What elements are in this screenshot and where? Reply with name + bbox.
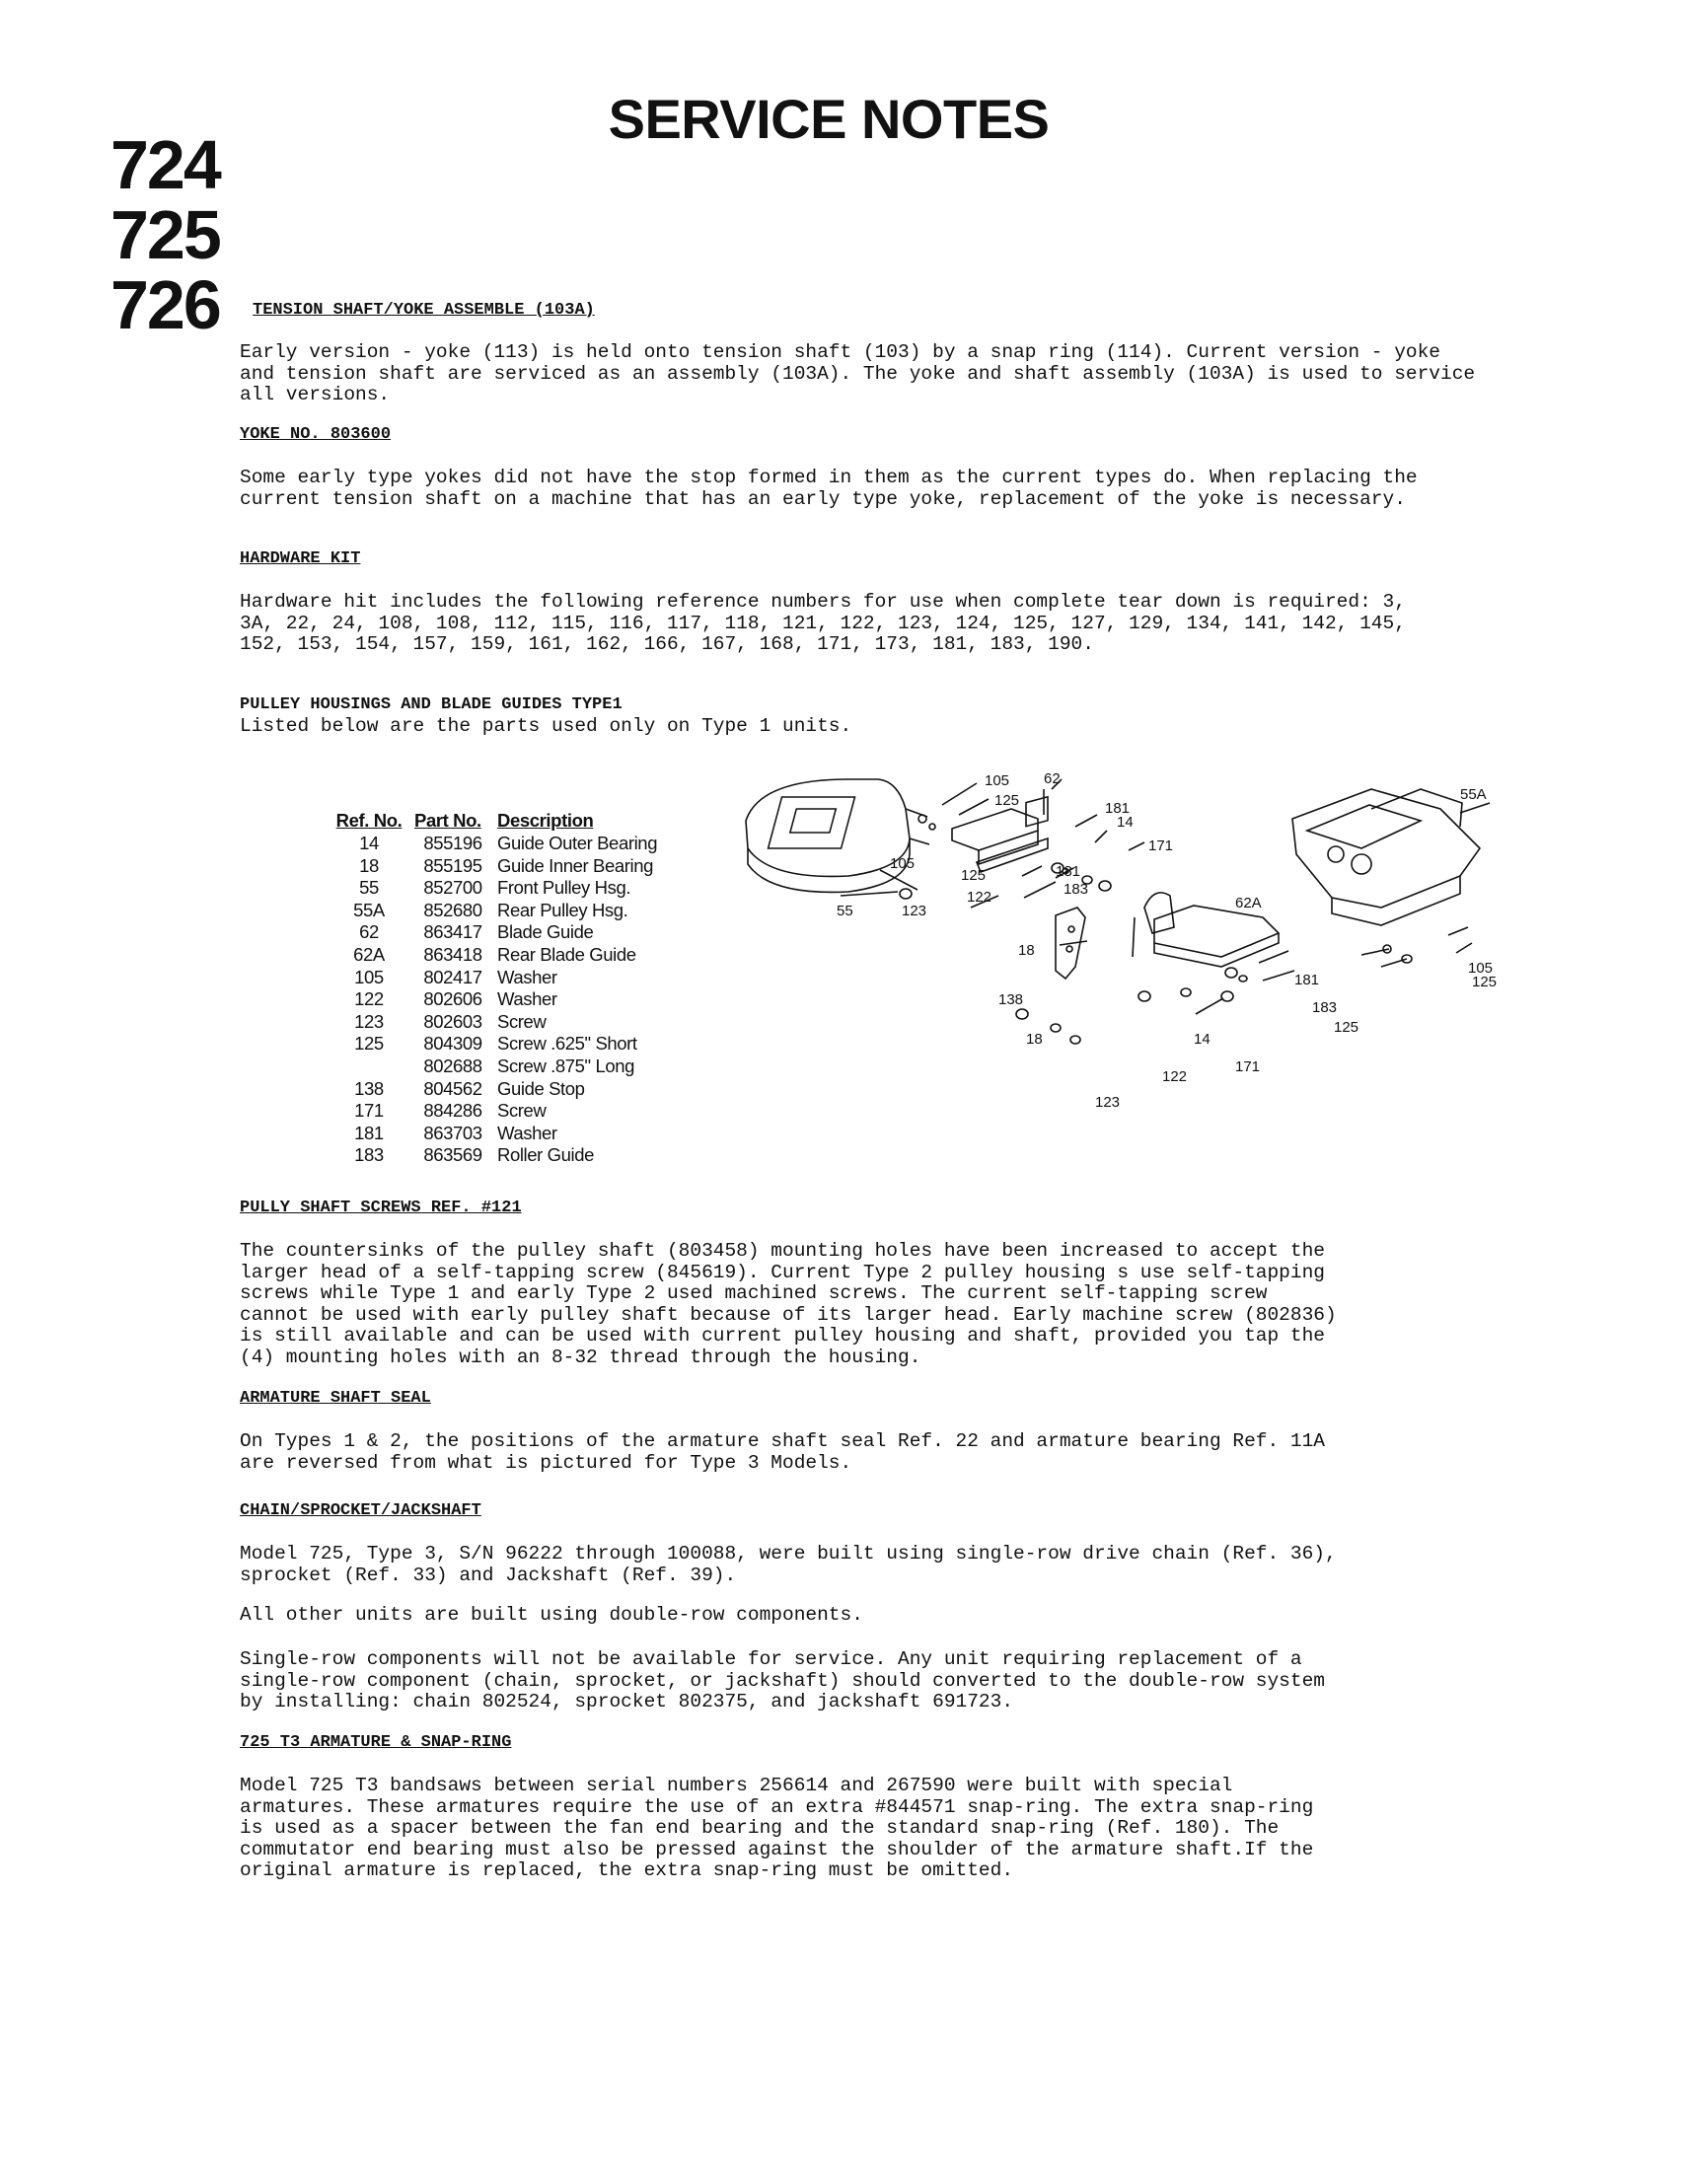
para-armature-seal: On Types 1 & 2, the positions of the armature shaft seal Ref. 22 and armature bearing Ref. 11A are reversed from what is pictured for Type 3 Models. — [240, 1430, 1325, 1474]
model-number-724: 724 — [110, 126, 220, 203]
table-row — [330, 944, 663, 967]
diagram-label: 181 — [1294, 972, 1320, 988]
desc-cell: Washer — [497, 966, 557, 987]
table-row — [330, 967, 663, 989]
diagram-label: 122 — [967, 889, 992, 906]
para-pulley-housings: Listed below are the parts used only on Type 1 units. — [240, 715, 852, 737]
model-number-726: 726 — [110, 266, 220, 343]
part-cell: 855196 — [423, 833, 482, 853]
parts-table — [330, 809, 663, 1167]
part-cell: 855195 — [423, 854, 482, 876]
diagram-label: 171 — [1235, 1058, 1261, 1075]
diagram-label: 105 — [1468, 960, 1494, 977]
diagram-label: 18 — [1018, 942, 1035, 959]
diagram-label: 105 — [985, 772, 1010, 789]
diagram-label: 125 — [1472, 974, 1498, 990]
diagram-label: 171 — [1148, 837, 1174, 854]
diagram-label: 14 — [1117, 814, 1134, 831]
ref-cell: 171 — [354, 1100, 384, 1122]
page-title: SERVICE NOTES — [608, 88, 1050, 150]
part-cell: 802606 — [423, 988, 482, 1010]
ref-cell: 14 — [359, 833, 379, 853]
ref-cell: 125 — [354, 1033, 384, 1055]
table-row — [330, 1033, 663, 1056]
desc-cell: Screw .625" Short — [497, 1033, 637, 1055]
heading-tension-shaft: TENSION SHAFT/YOKE ASSEMBLE (103A) — [253, 301, 595, 320]
desc-cell: Guide Stop — [497, 1077, 585, 1099]
table-row — [330, 1056, 663, 1078]
para-hardware-kit: Hardware hit includes the following reference numbers for use when complete tear down is required: 3, 3A, 22, 24, 108, 108, 112, 115, 116, 117, 118, 121, 122, 123, 124, 125, 127, 129, 134, 141, 142, 145, 152, 153, 154, 157, 159, 161, 162, 166, 167, 168, 171, 173, 181, 183, 190. — [240, 591, 1406, 655]
para-chain-2: All other units are built using double-row components. — [240, 1604, 863, 1626]
diagram-label: 125 — [994, 792, 1020, 809]
desc-cell: Roller Guide — [497, 1144, 595, 1166]
part-cell: 804562 — [423, 1077, 482, 1099]
table-row — [330, 855, 663, 878]
ref-cell: 123 — [354, 1010, 384, 1032]
heading-pully-shaft-screws: PULLY SHAFT SCREWS REF. #121 — [240, 1199, 522, 1217]
diagram-label: 62A — [1235, 895, 1262, 911]
ref-cell: 62A — [353, 943, 385, 965]
rear-pulley-housing-drawing — [1292, 789, 1480, 908]
part-cell: 802417 — [423, 966, 482, 987]
heading-yoke: YOKE NO. 803600 — [240, 425, 392, 444]
diagram-label: 55A — [1460, 786, 1487, 803]
part-cell: 802603 — [423, 1010, 482, 1032]
para-yoke: Some early type yokes did not have the stop formed in them as the current types do. When replacing the current tension shaft on a machine that has an early type yoke, replacement of the yoke is necessary. — [240, 467, 1418, 510]
table-row — [330, 1144, 663, 1167]
diagram-label: 125 — [1334, 1019, 1359, 1036]
exploded-parts-diagram — [730, 769, 1500, 1125]
desc-cell: Guide Inner Bearing — [497, 854, 653, 876]
para-chain-3: Single-row components will not be available for service. Any unit requiring replacement of a single-row component (chain, sprocket, or jackshaft) should converted to the double-row system by installing: chain 802524, sprocket 802375, and jackshaft 691723. — [240, 1648, 1325, 1712]
para-chain-1: Model 725, Type 3, S/N 96222 through 100088, were built using single-row drive chain (Ref. 36), sprocket (Ref. 33) and Jackshaft (Ref. 39). — [240, 1543, 1337, 1586]
table-row — [330, 877, 663, 900]
col-description: Description — [497, 810, 594, 831]
ref-cell — [330, 1056, 414, 1078]
part-cell: 884286 — [423, 1100, 482, 1122]
part-cell: 852700 — [423, 877, 482, 899]
ref-cell: 122 — [354, 988, 384, 1010]
part-cell: 863418 — [423, 943, 482, 965]
diagram-label: 14 — [1194, 1031, 1211, 1048]
desc-cell: Screw — [497, 1100, 547, 1122]
heading-snap-ring: 725 T3 ARMATURE & SNAP-RING — [240, 1733, 512, 1752]
diagram-label: 55 — [837, 903, 853, 919]
table-row — [330, 1100, 663, 1123]
desc-cell: Guide Outer Bearing — [497, 833, 658, 853]
diagram-label: 62 — [1044, 770, 1061, 787]
heading-chain-sprocket: CHAIN/SPROCKET/JACKSHAFT — [240, 1501, 481, 1520]
heading-armature-seal: ARMATURE SHAFT SEAL — [240, 1389, 431, 1408]
desc-cell: Washer — [497, 1122, 557, 1143]
diagram-label: 125 — [961, 867, 987, 884]
model-number-725: 725 — [110, 196, 220, 273]
ref-cell: 18 — [359, 854, 379, 876]
table-row — [330, 900, 663, 922]
diagram-label: 18 — [1026, 1031, 1043, 1048]
ref-cell: 62 — [359, 921, 379, 943]
desc-cell: Front Pulley Hsg. — [497, 877, 631, 899]
ref-cell: 55A — [353, 899, 385, 920]
diagram-label: 123 — [902, 903, 927, 919]
diagram-label: 138 — [998, 991, 1024, 1008]
desc-cell: Screw — [497, 1010, 547, 1032]
part-cell: 852680 — [423, 899, 482, 920]
diagram-label: 181 — [1056, 863, 1081, 880]
parts-table-header — [330, 809, 663, 833]
para-snap-ring: Model 725 T3 bandsaws between serial numbers 256614 and 267590 were built with special armatures. These armatures require the use of an extra #844571 snap-ring. The extra snap-ring is used as a spacer between the fan end bearing and the standard snap-ring (Ref. 180). The commutator end bearing must also be pressed against the shoulder of the armature shaft.If the original armature is replaced, the extra snap-ring must be omitted. — [240, 1775, 1314, 1881]
part-cell: 863569 — [423, 1144, 482, 1166]
desc-cell: Rear Pulley Hsg. — [497, 899, 628, 920]
part-cell: 804309 — [423, 1033, 482, 1055]
table-row — [330, 921, 663, 944]
table-row — [330, 1011, 663, 1034]
ref-cell: 183 — [354, 1144, 384, 1166]
para-pully-shaft-screws: The countersinks of the pulley shaft (803458) mounting holes have been increased to accept the larger head of a self-tapping screw (845619). Current Type 2 pulley housing s use self-tapping screws while Type 1 and early Type 2 used machined screws. The current self-tapping screw cannot be used with early pulley shaft because of its larger head. Early machine screw (802836) is still available and can be used with current pulley housing and shaft, provided you tap the (4) mounting holes with an 8-32 thread through the housing. — [240, 1240, 1337, 1368]
para-tension-shaft: Early version - yoke (113) is held onto tension shaft (103) by a snap ring (114). Current version - yoke and tension shaft are serviced as an assembly (103A). The yoke and shaft assembly (103A) is used to service all versions. — [240, 341, 1476, 405]
diagram-label: 183 — [1312, 999, 1338, 1016]
heading-pulley-housings: PULLEY HOUSINGS AND BLADE GUIDES TYPE1 — [240, 695, 623, 714]
diagram-label: 122 — [1162, 1068, 1188, 1085]
desc-cell: Washer — [497, 988, 557, 1010]
table-row — [330, 1078, 663, 1101]
table-row — [330, 988, 663, 1011]
col-ref-no: Ref. No. — [335, 810, 403, 831]
front-pulley-housing-drawing — [746, 779, 910, 876]
part-cell: 863703 — [423, 1122, 482, 1143]
desc-cell: Rear Blade Guide — [497, 943, 636, 965]
diagram-label: 105 — [890, 855, 916, 872]
ref-cell: 105 — [354, 966, 384, 987]
table-row — [330, 833, 663, 855]
desc-cell: Screw .875" Long — [497, 1055, 635, 1076]
blade-guide-62-drawing — [952, 809, 1038, 850]
col-part-no: Part No. — [414, 810, 481, 831]
ref-cell: 55 — [359, 877, 379, 899]
desc-cell: Blade Guide — [497, 921, 594, 943]
diagram-label: 181 — [1105, 800, 1131, 817]
heading-hardware-kit: HARDWARE KIT — [240, 549, 361, 568]
diagram-label: 123 — [1095, 1094, 1121, 1111]
table-row — [330, 1123, 663, 1145]
part-cell: 802688 — [423, 1055, 482, 1076]
diagram-label: 183 — [1064, 881, 1089, 898]
ref-cell: 181 — [354, 1122, 384, 1143]
part-cell: 863417 — [423, 921, 482, 943]
ref-cell: 138 — [354, 1077, 384, 1099]
